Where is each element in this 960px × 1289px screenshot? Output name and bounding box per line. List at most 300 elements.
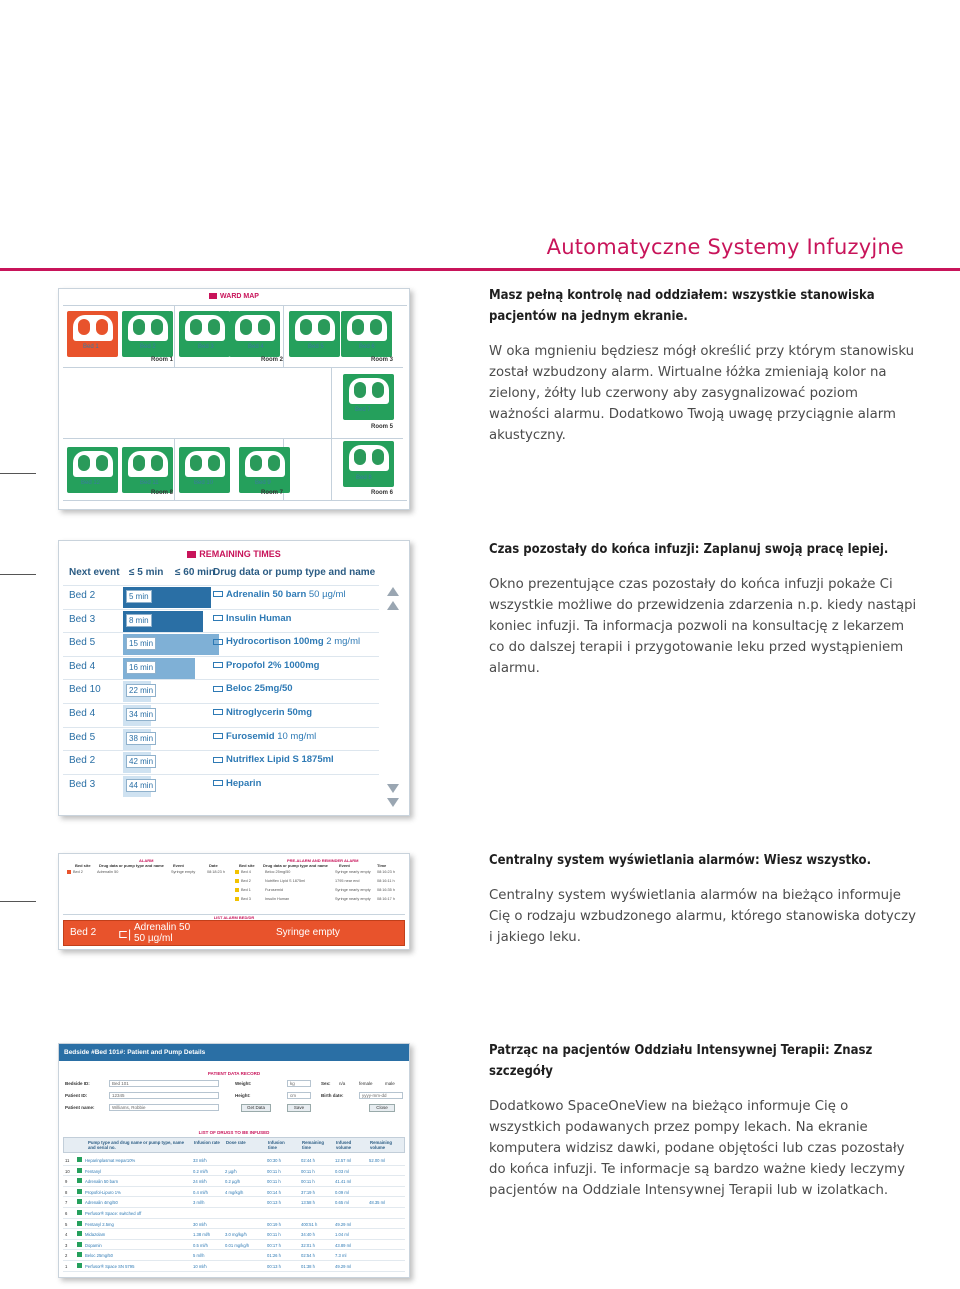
drug-row[interactable] [63,1261,405,1272]
cell-it: 00:19 h [267,1221,281,1227]
col-infused-volume: Infused volume [336,1140,352,1150]
cell-rv: 48.35 ml [369,1200,386,1206]
section-body: W oka mgnieniu będziesz mógł określić przy którym stanowisku został wzbudzony alarm. Wirtualne łóżka zmieniają kolor na zielony, żółty lub czerwony aby zasygnalizować poziom ważności alarmu. Dodatkowo Twoją uwagę przyciągnie alarm akustyczny. [489,344,915,443]
remaining-row[interactable] [63,703,379,726]
bed-pump-icon [73,451,113,477]
cell-rate: 5 ml/h [193,1253,205,1259]
alarm-event: 1795 near end [335,879,360,883]
wall [283,305,284,368]
drug-label: Hydrocortison 100mg [226,636,324,648]
cell-iv: 0.65 ml [335,1200,349,1206]
alarm-drug: Adrenalin 50 [134,922,191,933]
drug-row[interactable] [63,1240,405,1251]
bed-name: Bed 4 [69,660,96,672]
drug-name [213,754,334,765]
bed-name: Bed 4 [69,708,96,719]
cell-rt: 00:11 h [301,1168,315,1174]
drug-name [213,683,293,694]
drug-label: Adrenalin 50 barn [226,589,307,600]
col-event: Event [173,863,184,868]
patient-data-header: PATIENT DATA RECORD [207,1071,261,1076]
cell-it: 00:17 h [267,1242,281,1248]
alarm-bed: Bed 1 [241,888,251,892]
scroll-down-icon[interactable] [387,784,399,793]
drug-label: Furosemid [226,730,275,742]
cell-rate: 0.2 ml/h [193,1168,208,1174]
header-rule [0,268,960,271]
cell-it: 00:11 h [267,1179,281,1185]
margin-tick [0,901,36,902]
remaining-row[interactable] [63,609,379,632]
cell-rt: 02:44 h [301,1158,315,1163]
birth-date-field[interactable]: yyyy-mm-dd [359,1092,403,1099]
prealarm-status-icon [235,888,239,892]
pump-icon [213,709,223,715]
section-ward-overview [489,285,919,446]
pump-status-icon [77,1210,82,1215]
alarm-event: Syringe empty [171,870,196,874]
bed-pump-icon [245,451,285,477]
prealarm-status-icon [235,879,239,883]
remaining-row[interactable] [63,679,379,702]
drug-label: Beloc 25mg/50 [226,683,293,695]
cell-rate: 33 ml/h [193,1158,207,1163]
drug-label: Nutriflex Lipid S 1875ml [226,754,334,766]
cell-rate: 0.4 ml/h [193,1189,208,1195]
cell-rt: 400:51 h [301,1221,318,1227]
drug-name [213,613,291,624]
remaining-times-title-text: REMAINING TIMES [199,549,281,559]
section-remaining-times [489,539,919,679]
ward-map-title [59,293,409,300]
drug-name [213,707,312,718]
scroll-bottom-icon[interactable] [387,798,399,807]
margin-tick [0,574,36,575]
cell-iv: 0.09 ml [335,1189,349,1195]
ward-map-screenshot [58,288,410,510]
cell-it: 00:14 h [267,1189,281,1195]
alarm-time: 08:16:11 h [377,879,395,883]
bed-tile-5[interactable] [289,311,340,357]
bed-name: Bed 2 [69,590,96,601]
bed-tile-6[interactable] [341,311,392,357]
col-drug: Drug data or pump type and name [213,567,376,578]
drug-row[interactable] [63,1219,405,1230]
bed-label: Bed 8 [356,475,372,481]
save-button[interactable]: Save [287,1104,311,1112]
drug-dose: 50 µg/ml [306,589,346,600]
alarm-list-header: LIST ALARM BED/DR [213,915,255,920]
patient-name-label: Patient name: [65,1105,95,1110]
drug-label: Propofol 2% 1000mg [226,659,320,671]
pump-status-icon [77,1178,82,1183]
pump-status-icon [77,1168,82,1173]
time-remaining: 8 min [126,614,152,627]
remaining-row[interactable] [63,774,379,797]
alarm-screenshot [58,853,410,950]
bedside-details-screenshot [58,1043,410,1278]
alarm-time: 08:16:17 h [377,897,395,901]
patient-id-field[interactable]: 12345 [109,1092,219,1099]
col-infusion-time: Infusion time [268,1140,285,1150]
cell-no: 11 [65,1158,70,1163]
cell-no: 6 [65,1211,68,1216]
weight-label: Weight: [235,1081,252,1086]
cell-iv: 12.57 ml [335,1158,352,1163]
wall [63,305,407,306]
bed-pump-icon [347,315,387,341]
room-label: Room 8 [151,490,174,496]
cell-rate: 1.38 ml/h [193,1232,211,1238]
clock-icon [187,551,196,558]
alarm-event: Syringe nearly empty [335,897,371,901]
patient-name-field[interactable]: Williams, Robbie [109,1104,219,1111]
close-button[interactable]: Close [369,1104,395,1112]
prealarm-status-icon [235,897,239,901]
bed-tile-10[interactable] [179,447,230,493]
col-drug: Drug data or pump type and name [263,863,328,868]
cell-no: 4 [65,1232,68,1238]
margin-tick [0,473,36,474]
alarm-bed: Bed 4 [241,870,251,874]
drug-name [213,778,261,789]
prealarm-header: PRE-ALARM AND REMINDER ALARM [287,858,359,863]
drug-row[interactable] [63,1155,405,1166]
remaining-row[interactable] [63,585,379,608]
cell-no: 9 [65,1179,68,1185]
cell-iv: 0.03 ml [335,1168,349,1174]
bedside-id-field[interactable]: Bed 101 [109,1080,219,1087]
alarm-drug: Insulin Human [265,897,290,901]
cell-rt: 13:58 h [301,1200,315,1206]
drug-name [213,636,360,647]
cell-rate: 10 ml/h [193,1264,207,1269]
bed-pump-icon [73,315,113,341]
section-heading: Centralny system wyświetlania alarmów: Wiesz wszystko. [489,853,872,868]
cell-dose: 4 mg/kg/h [225,1189,244,1195]
cell-iv: 49.29 ml [335,1264,352,1269]
bed-tile-4[interactable] [229,311,280,357]
time-remaining: 44 min [126,779,156,792]
cell-it: 00:13 h [267,1200,281,1206]
bed-pump-icon [349,378,389,404]
alarm-bed: Bed 3 [241,897,251,901]
col-remaining-time: Remaining time [302,1140,324,1150]
alarm-bed: Bed 2 [241,879,251,883]
weight-field[interactable]: kg [287,1080,311,1087]
pump-icon [213,639,223,645]
section-heading: Patrząc na pacjentów Oddziału Intensywnej Terapii: Znasz szczegóły [489,1043,873,1079]
bed-label: Bed 2 [140,344,156,350]
alarm-drug: Adrenalin 50 [97,870,119,874]
cell-rt: 00:11 h [301,1179,315,1185]
remaining-row[interactable] [63,750,379,773]
prealarm-row[interactable] [235,896,407,904]
col-date: Date [209,863,218,868]
cell-no: 10 [65,1168,70,1174]
cell-rate: 0.5 ml/h [193,1242,208,1248]
bed-label: Bed 4 [248,344,264,350]
cell-it: 01:26 h [267,1253,281,1259]
cell-it: 00:11 h [267,1232,281,1238]
remaining-row[interactable] [63,656,379,679]
patient-id-label: Patient ID: [65,1093,88,1098]
col-infusion-rate: Infusion rate [194,1140,220,1145]
pump-icon [213,662,223,668]
col-60min: ≤ 60 min [175,567,215,578]
drugs-header: LIST OF DRUGS TO BE INFUSED [198,1130,270,1135]
remaining-row[interactable] [63,727,379,750]
room-label: Room 2 [261,357,284,363]
bedside-title-bar: Bedside #Bed 101#: Patient and Pump Details [59,1044,409,1061]
drug-row[interactable] [63,1208,405,1219]
bed-name: Bed 5 [69,731,96,743]
cell-rv: 52.00 ml [369,1158,386,1163]
pump-status-icon [77,1189,82,1194]
bed-pump-icon [235,315,275,341]
cell-drug: Propofol-Lipuro 1% [85,1189,121,1195]
cell-rt: 37:19 h [301,1189,315,1195]
cell-iv: 43.89 ml [335,1242,352,1248]
bed-name: Bed 3 [69,778,96,790]
drug-name [213,731,316,742]
drugs-table-header [63,1137,405,1153]
col-bed: Bed site [239,863,255,868]
col-drug: Drug data or pump type and name [99,863,164,868]
prealarm-row[interactable] [235,869,407,877]
bed-tile-1[interactable] [67,311,118,357]
cell-iv: 49.29 ml [335,1221,352,1227]
ward-map-title-text: WARD MAP [220,293,259,300]
cell-drug: Adrenalin 50 barn [85,1179,119,1185]
height-field[interactable]: cm [287,1092,311,1099]
scroll-top-icon[interactable] [387,587,399,596]
bedside-id-label: Bedside ID: [65,1081,90,1086]
bed-label: Bed 10 [194,480,214,486]
cell-rt: 32:01 h [301,1242,315,1248]
sex-label: Sex: [321,1081,331,1086]
bed-tile-7[interactable] [343,374,394,420]
alarm-row[interactable] [67,869,232,877]
cell-drug: Fentanyl 2.5mg [85,1221,114,1227]
cell-no: 2 [65,1253,68,1259]
drug-name [213,660,319,671]
drug-row[interactable] [63,1166,405,1177]
cell-no: 5 [65,1221,68,1227]
bed-tile-3[interactable] [179,311,230,357]
drug-label: Nitroglycerin 50mg [226,707,313,718]
col-time: Time [377,863,387,868]
drug-row[interactable] [63,1197,405,1208]
drug-row[interactable] [63,1250,405,1261]
pump-status-icon [77,1242,82,1247]
pump-status-icon [77,1157,82,1162]
wall [63,367,403,368]
bed-label: Bed 9 [255,480,271,486]
alarm-bed: Bed 2 [73,870,83,874]
pump-icon [213,757,223,763]
bed-label: Bed 7 [355,407,371,413]
bed-name: Bed 2 [69,755,96,767]
cell-drug: Perfusor® Space: switched off [85,1211,142,1216]
cell-no: 1 [65,1264,68,1269]
get-data-button[interactable]: Get Data [241,1104,271,1112]
remaining-times-header [63,565,379,581]
alarm-header: ALARM [139,858,154,863]
cell-drug: Heparinplasmat Hepar10% [85,1158,136,1163]
section-body: Okno prezentujące czas pozostały do końca infuzji pokaże Ci wszystkie możliwe do przewidzenia zdarzenia n.p. kiedy nastąpi koniec infuzji. Ta informacja pozwoli na konsultację z lekarzem co do dalszej terapii i przygotowanie leku przed wystąpieniem alarmu. [489,577,917,676]
cell-rate: 3 ml/h [193,1200,205,1206]
alarm-status-icon [67,870,71,874]
drug-name [213,589,346,600]
scroll-up-icon[interactable] [387,601,399,610]
cell-dose: 0.2 µg/h [225,1179,241,1185]
bed-label: Bed 1 [83,344,99,350]
bed-pump-icon [185,451,225,477]
col-dose-rate: Dose rate [226,1140,246,1145]
pump-icon [213,615,223,621]
section-alarm-system [489,850,919,948]
time-remaining: 22 min [126,684,156,697]
cell-drug: Fentanyl [85,1168,102,1174]
wall [63,438,403,439]
time-remaining: 42 min [126,755,156,768]
ward-icon [209,293,217,299]
cell-drug: Beloc 25mg/50 [85,1253,113,1259]
pump-status-icon [77,1252,82,1257]
drug-row[interactable] [63,1229,405,1240]
bed-label: Bed 5 [308,344,324,350]
drug-row[interactable] [63,1176,405,1187]
cell-drug: Dopamin [85,1242,102,1248]
cell-dose: 0.01 mg/kg/h [225,1242,250,1248]
bed-tile-9[interactable] [239,447,290,493]
alarm-drug: Nutriflex Lipid S 1875ml [265,879,306,883]
pump-icon [213,780,223,786]
time-remaining: 38 min [126,732,156,745]
pump-status-icon [77,1231,82,1236]
col-bed: Bed site [75,863,91,868]
cell-dose: 2 µg/h [225,1168,237,1174]
room-label: Room 3 [371,357,394,363]
alarm-drug: Furosemid [265,888,283,892]
bed-tile-12[interactable] [67,447,118,493]
pump-icon [213,686,223,692]
active-alarm-bar[interactable] [63,920,405,946]
cell-rate: 30 ml/h [193,1221,207,1227]
time-remaining: 5 min [126,590,152,603]
alarm-date: 08:18:23 h [207,870,225,874]
col-remaining-volume: Remaining volume [370,1140,392,1150]
bed-tile-2[interactable] [122,311,173,357]
cell-it: 00:30 h [267,1158,281,1163]
bed-label: Bed 3 [198,344,214,350]
alarm-event: Syringe nearly empty [335,870,371,874]
col-drug-name: Pump type and drug name or pump type, name and serial no. [88,1140,184,1150]
drug-row[interactable] [63,1187,405,1198]
col-next-event: Next event [69,567,120,578]
sex-option-female[interactable]: female [359,1081,373,1086]
alarm-event: Syringe nearly empty [335,888,371,892]
cell-drug: Midazolam [85,1232,106,1238]
alarm-event: Syringe empty [276,927,340,938]
cell-no: 3 [65,1242,68,1248]
section-icu-details [489,1040,919,1201]
cell-dose: 3.0 mg/kg/h [225,1232,247,1238]
room-label: Room 1 [151,357,174,363]
drug-label: Heparin [226,777,262,789]
bed-tile-11[interactable] [122,447,173,493]
alarm-dose: 50 µg/ml [134,933,173,944]
cell-iv: 7.3 ml [335,1253,347,1259]
section-body: Centralny system wyświetlania alarmów na bieżąco informuje Cię o rodzaju wzbudzonego alarmu, którego stanowiska dotyczy i jakiego leku. [489,888,916,945]
bed-name: Bed 10 [69,684,101,696]
cell-rate: 24 ml/h [193,1179,207,1185]
pump-status-icon [77,1221,82,1226]
prealarm-row[interactable] [235,878,407,886]
cell-drug: Perfusor® Space SN 5795 [85,1264,135,1269]
sex-option-male[interactable]: male [385,1081,395,1086]
bed-label: Bed 6 [359,344,375,350]
bed-pump-icon [185,315,225,341]
wall [174,305,175,368]
cell-rt: 02:54 h [301,1253,315,1259]
wall [331,367,332,501]
cell-rt: 01:38 h [301,1264,315,1269]
cell-no: 7 [65,1200,68,1206]
remaining-row[interactable] [63,632,379,655]
prealarm-row[interactable] [235,887,407,895]
birth-date-label: Birth date: [321,1093,344,1098]
bed-pump-icon [349,445,389,471]
drug-dose: 2 mg/ml [323,636,361,648]
height-label: Height: [235,1093,251,1098]
bed-pump-icon [128,315,168,341]
cell-no: 8 [65,1189,68,1195]
cell-iv: 41.41 ml [335,1179,352,1185]
remaining-times-screenshot [58,540,410,816]
bed-name: Bed 5 [69,637,96,649]
section-body: Dodatkowo SpaceOneView na bieżąco informuje Cię o wszystkich podawanych przez pompy lekach. Na ekranie komputera widzisz dawki, podane objętości lub czas pozostały do końca infuzji. Te informacje są bardzo ważne kiedy leczymy pacjentów na Oddziale Intensywnej Terapii lub w izolatkach. [489,1099,905,1198]
cell-drug: Adrenalin 4mg/50 [85,1200,118,1206]
cell-it: 00:13 h [267,1264,281,1269]
bed-pump-icon [128,451,168,477]
sex-option-na[interactable]: n/a [339,1081,346,1086]
cell-it: 00:11 h [267,1168,281,1174]
bed-pump-icon [295,315,335,341]
cell-rt: 34:40 h [301,1232,315,1238]
room-label: Room 7 [261,490,284,496]
time-remaining: 16 min [126,661,156,674]
alarm-bed: Bed 2 [70,927,97,938]
col-5min: ≤ 5 min [129,567,164,578]
drug-label: Insulin Human [226,612,292,624]
alarm-time: 08:16:23 h [377,870,395,874]
wall [63,500,407,501]
bed-name: Bed 3 [69,613,96,625]
section-heading: Masz pełną kontrolę nad oddziałem: wszystkie stanowiska pacjentów na jednym ekranie. [489,288,875,324]
wall [174,438,175,501]
syringe-icon: ⊏| [118,927,132,941]
room-label: Room 6 [371,490,394,496]
room-label: Room 5 [371,424,394,430]
drug-dose: 10 mg/ml [274,730,317,742]
pump-icon [213,591,223,597]
alarm-drug: Beloc 25mg/50 [265,870,291,874]
col-event: Event [339,863,350,868]
pump-icon [213,733,223,739]
cell-iv: 1.04 ml [335,1232,349,1238]
